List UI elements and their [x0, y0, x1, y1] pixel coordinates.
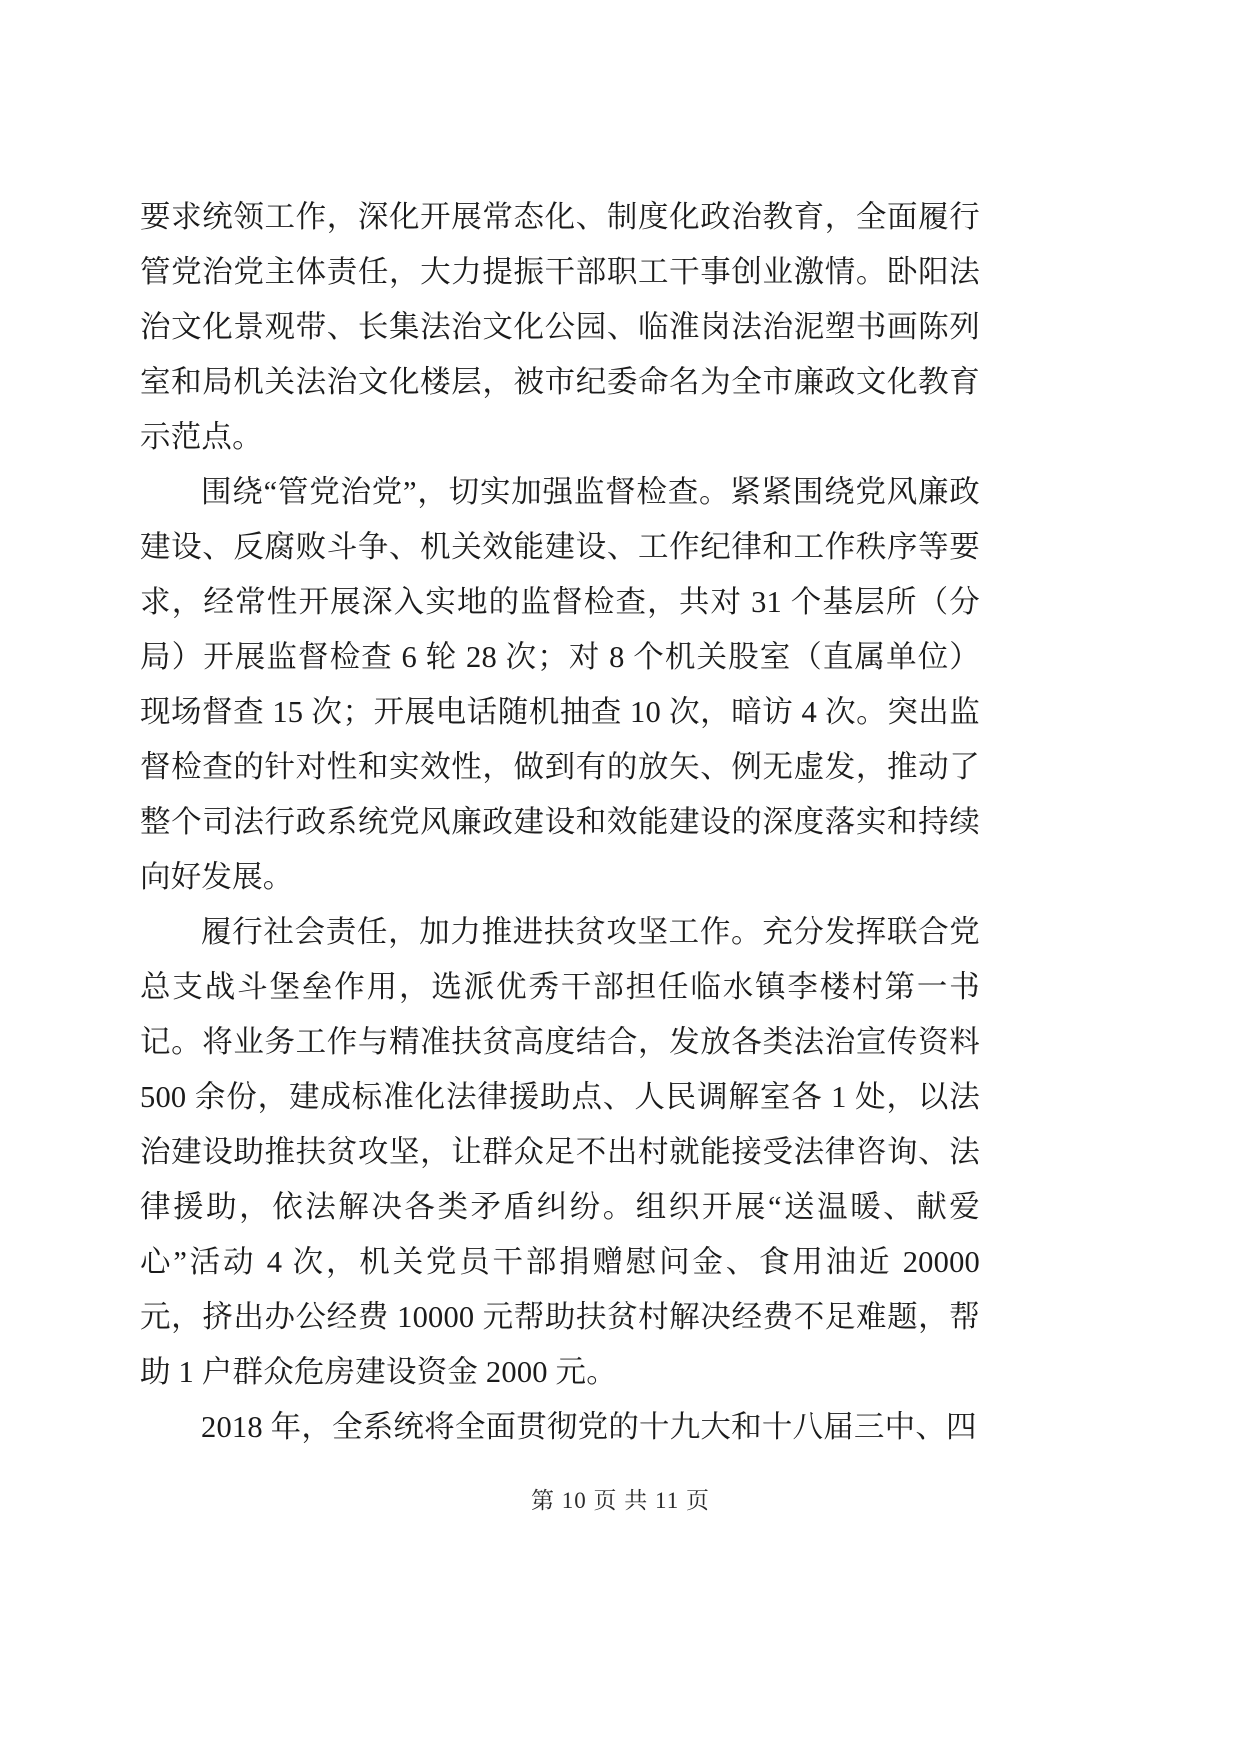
- paragraph-2: 围绕“管党治党”，切实加强监督检查。紧紧围绕党风廉政建设、反腐败斗争、机关效能建设、工作纪律和工作秩序等要求，经常性开展深入实地的监督检查，共对 31 个基层所（分局）开展监督检查 6 轮 28 次；对 8 个机关股室（直属单位）现场督查 15 次；开展电话随机抽查 10 次，暗访 4 次。突出监督检查的针对性和实效性，做到有的放矢、例无虚发，推动了整个司法行政系统党风廉政建设和效能建设的深度落实和持续向好发展。: [140, 475, 980, 894]
- paragraph-3: 履行社会责任，加力推进扶贫攻坚工作。充分发挥联合党总支战斗堡垒作用，选派优秀干部担任临水镇李楼村第一书记。将业务工作与精准扶贫高度结合，发放各类法治宣传资料 500 余份，建成标准化法律援助点、人民调解室各 1 处，以法治建设助推扶贫攻坚，让群众足不出村就能接受法律咨询、法律援助，依法解决各类矛盾纠纷。组织开展“送温暖、献爱心”活动 4 次，机关党员干部捐赠慰问金、食用油近 20000 元，挤出办公经费 10000 元帮助扶贫村解决经费不足难题，帮助 1 户群众危房建设资金 2000 元。: [140, 915, 980, 1389]
- paragraph-1: 要求统领工作，深化开展常态化、制度化政治教育，全面履行管党治党主体责任，大力提振干部职工干事创业激情。卧阳法治文化景观带、长集法治文化公园、临淮岗法治泥塑书画陈列室和局机关法治文化楼层，被市纪委命名为全市廉政文化教育示范点。: [140, 200, 980, 454]
- page-footer: 第 10 页 共 11 页: [531, 1488, 710, 1513]
- paragraph-4: 2018 年，全系统将全面贯彻党的十九大和十八届三中、四: [201, 1410, 977, 1444]
- page-body: [140, 190, 980, 1455]
